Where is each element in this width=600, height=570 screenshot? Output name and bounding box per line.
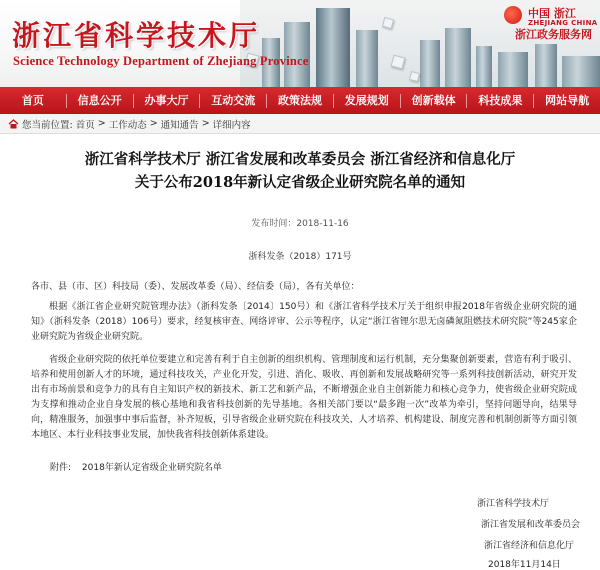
breadcrumb-separator: > (149, 118, 158, 129)
banner-building (498, 52, 528, 87)
attachment-link[interactable]: 2018年新认定省级企业研究院名单 (81, 463, 222, 473)
breadcrumb-item-detail: 详细内容 (212, 119, 251, 131)
breadcrumb-item-home[interactable]: 首页 (75, 119, 95, 131)
banner-building (420, 40, 440, 87)
banner-building (535, 44, 557, 87)
logo-cn-text: 中国 浙江 (528, 7, 576, 20)
nav-item-site-nav[interactable]: 网站导航 (545, 94, 590, 107)
banner-building (562, 56, 600, 87)
paragraph-2: 省级企业研究院的依托单位要建立和完善有利于自主创新的组织机构、管理制度和运行机制，充分集聚创新要素，营造有利于吸引、培养和使用创新人才的环境，通过科技攻关，产业化开发，引进、消化、吸收、再创新和发展战略研究等一系列科技创新活动，研究开发出有市场前景和竞争力的具有自主知识产权的新技术、新工艺和新产品，不断增强企业自主创新能力和核心竞争力，使省级企业研究院成为支撑和推动企业自身发展的核心基地和我省科技创新的先导基地。各相关部门要以“最多跑一次”改革为牵引，坚持问题导向，结果导向，精准服务，加强事中事后监督，补齐短板，引导省级企业研究院在科技攻关、人才培养、机构建设、制度完善和机制创新等方面引领本地区、本行业科技事业发展，加快我省科技创新体系建设。 (31, 355, 577, 440)
breadcrumb-separator: > (97, 118, 106, 129)
attachment-label: 附件: (50, 463, 72, 473)
nav-item-home[interactable]: 首页 (21, 94, 44, 107)
document-body (31, 280, 577, 451)
site-banner (0, 0, 600, 87)
main-nav (0, 87, 600, 114)
breadcrumb-item-work-news[interactable]: 工作动态 (108, 119, 147, 131)
signer-economy-dept: 浙江省经济和信息化厅 (484, 541, 575, 551)
site-title: 浙江省科学技术厅 (12, 19, 261, 52)
breadcrumb-separator: > (201, 118, 210, 129)
signing-date: 2018年11月14日 (488, 560, 561, 570)
document-number: 浙科发条（2018）171号 (248, 252, 352, 262)
nav-item-achievements[interactable]: 科技成果 (478, 94, 523, 107)
signer-science-dept: 浙江省科学技术厅 (477, 499, 550, 509)
zhejiang-logo-icon (504, 6, 522, 24)
banner-building (476, 46, 492, 87)
attachment (50, 460, 230, 473)
gov-service-link[interactable]: 浙江政务服务网 (515, 28, 592, 41)
logo-en-text: ZHEJIANG CHINA (528, 19, 598, 27)
signer-development-commission: 浙江省发展和改革委员会 (481, 520, 581, 530)
breadcrumb-prefix: 您当前位置: (22, 119, 73, 131)
nav-item-info-disclosure[interactable]: 信息公开 (77, 94, 122, 107)
document-title: 关于公布2018年新认定省级企业研究院名单的通知 (134, 174, 466, 191)
document-issuers: 浙江省科学技术厅 浙江省发展和改革委员会 浙江省经济和信息化厅 (84, 151, 516, 168)
nav-item-planning[interactable]: 发展规划 (344, 94, 389, 107)
paragraph-1: 根据《浙江省企业研究院管理办法》（浙科发条〔2014〕150号）和《浙江省科学技术厅关于组织申报2018年省级企业研究院的通知》（浙科发条（2018）106号）要求，经复核审查、网络评审、公示等程序，认定“浙江省锂尔思无卤磷氮阻燃技术研究院”等245家企业研究院为省级企业研究院。 (31, 302, 577, 342)
site-subtitle: Science Technology Department of Zhejiang Province (13, 54, 309, 68)
publish-date: 发布时间：2018-11-16 (251, 219, 349, 229)
breadcrumb-item-notices[interactable]: 通知通告 (160, 119, 199, 131)
banner-building (316, 8, 350, 87)
home-icon (8, 119, 19, 129)
banner-building (445, 28, 471, 87)
salutation: 各市、县（市、区）科技局（委）、发展改革委（局）、经信委（局），各有关单位： (31, 282, 360, 292)
nav-item-policy[interactable]: 政策法规 (278, 94, 323, 107)
nav-item-service-hall[interactable]: 办事大厅 (144, 94, 189, 107)
breadcrumb (0, 114, 600, 134)
nav-item-interaction[interactable]: 互动交流 (211, 94, 256, 107)
nav-item-innovation[interactable]: 创新载体 (411, 94, 456, 107)
banner-building (356, 30, 378, 87)
document-heading (0, 148, 600, 194)
